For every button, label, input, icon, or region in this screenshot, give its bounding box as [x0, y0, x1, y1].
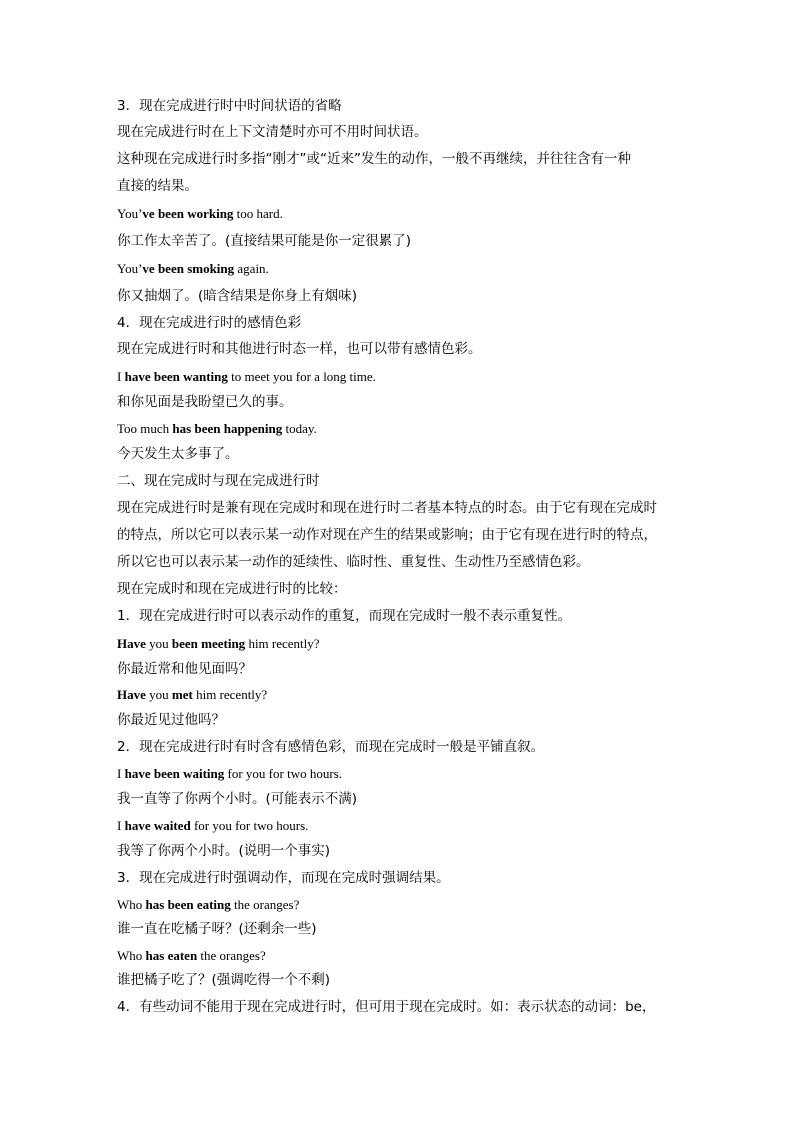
example-verb: ve been working	[142, 206, 234, 221]
example-verb: has been happening	[172, 421, 283, 436]
example-verb: has been eating	[145, 897, 231, 912]
example-sentence	[117, 765, 685, 783]
example-verb: met	[171, 687, 193, 702]
example-sentence	[117, 947, 685, 965]
translation: 你又抽烟了。(暗含结果是你身上有烟味)	[117, 288, 358, 304]
paragraph: 现在完成进行时和其他进行时态一样，也可以带有感情色彩。	[117, 341, 482, 357]
example-text: you	[145, 636, 172, 651]
translation: 我一直等了你两个小时。(可能表示不满)	[117, 791, 358, 807]
example-text: You’	[117, 206, 143, 221]
translation: 我等了你两个小时。(说明一个事实)	[117, 843, 331, 859]
section-heading-4: 4．现在完成进行时的感情色彩	[117, 315, 302, 331]
example-text: for you for two hours.	[190, 818, 309, 833]
list-point-4: 4．有些动词不能用于现在完成进行时，但可用于现在完成时。如：表示状态的动词：be，	[117, 999, 656, 1015]
example-sentence	[117, 368, 685, 386]
example-text: Too much	[117, 421, 173, 436]
example-text: too hard.	[233, 206, 283, 221]
example-text: I	[117, 818, 125, 833]
example-text: him recently?	[192, 687, 268, 702]
example-text: the oranges?	[230, 897, 300, 912]
example-sentence	[117, 205, 685, 223]
paragraph: 的特点，所以它可以表示某一动作对现在产生的结果或影响；由于它有现在进行时的特点，	[117, 527, 657, 543]
section-heading-2: 二、现在完成时与现在完成进行时	[117, 473, 320, 489]
example-text: I	[117, 369, 125, 384]
list-point-3: 3．现在完成进行时强调动作，而现在完成时强调结果。	[117, 870, 450, 886]
paragraph: 这种现在完成进行时多指“刚才”或“近来”发生的动作，一般不再继续，并往往含有一种	[117, 151, 631, 167]
example-text: you	[145, 687, 172, 702]
translation: 你工作太辛苦了。(直接结果可能是你一定很累了)	[117, 233, 412, 249]
paragraph: 现在完成进行时在上下文清楚时亦可不用时间状语。	[117, 124, 428, 140]
translation: 今天发生太多事了。	[117, 446, 239, 462]
translation: 和你见面是我盼望已久的事。	[117, 394, 293, 410]
example-verb: have been waiting	[124, 766, 225, 781]
example-verb: has eaten	[145, 948, 198, 963]
example-verb: have waited	[124, 818, 191, 833]
example-text: I	[117, 766, 125, 781]
example-text: the oranges?	[197, 948, 266, 963]
example-verb: Have	[117, 687, 146, 702]
example-verb: have been wanting	[124, 369, 228, 384]
example-text: You’	[117, 261, 143, 276]
translation: 谁把橘子吃了？(强调吃得一个不剩)	[117, 972, 331, 988]
example-sentence	[117, 896, 685, 914]
example-text: to meet you for a long time.	[227, 369, 376, 384]
example-text: Who	[117, 897, 146, 912]
example-text: again.	[234, 261, 269, 276]
paragraph: 现在完成时和现在完成进行时的比较：	[117, 581, 347, 597]
paragraph: 现在完成进行时是兼有现在完成时和现在进行时二者基本特点的时态。由于它有现在完成时	[117, 500, 657, 516]
example-verb: been meeting	[171, 636, 246, 651]
paragraph: 直接的结果。	[117, 178, 198, 194]
example-sentence	[117, 420, 685, 438]
translation: 你最近常和他见面吗？	[117, 661, 252, 677]
example-text: Who	[117, 948, 146, 963]
example-sentence	[117, 260, 685, 278]
example-text: him recently?	[245, 636, 320, 651]
list-point-2: 2．现在完成进行时有时含有感情色彩，而现在完成时一般是平铺直叙。	[117, 739, 545, 755]
paragraph: 所以它也可以表示某一动作的延续性、临时性、重复性、生动性乃至感情色彩。	[117, 554, 590, 570]
translation: 谁一直在吃橘子呀？(还剩余一些)	[117, 921, 317, 937]
section-heading-3: 3．现在完成进行时中时间状语的省略	[117, 98, 342, 114]
example-sentence	[117, 817, 685, 835]
list-point-1: 1．现在完成进行时可以表示动作的重复，而现在完成时一般不表示重复性。	[117, 608, 572, 624]
example-text: for you for two hours.	[224, 766, 342, 781]
example-sentence	[117, 686, 685, 704]
example-verb: ve been smoking	[142, 261, 235, 276]
example-text: today.	[282, 421, 317, 436]
example-verb: Have	[117, 636, 146, 651]
translation: 你最近见过他吗？	[117, 712, 225, 728]
example-sentence	[117, 635, 685, 653]
